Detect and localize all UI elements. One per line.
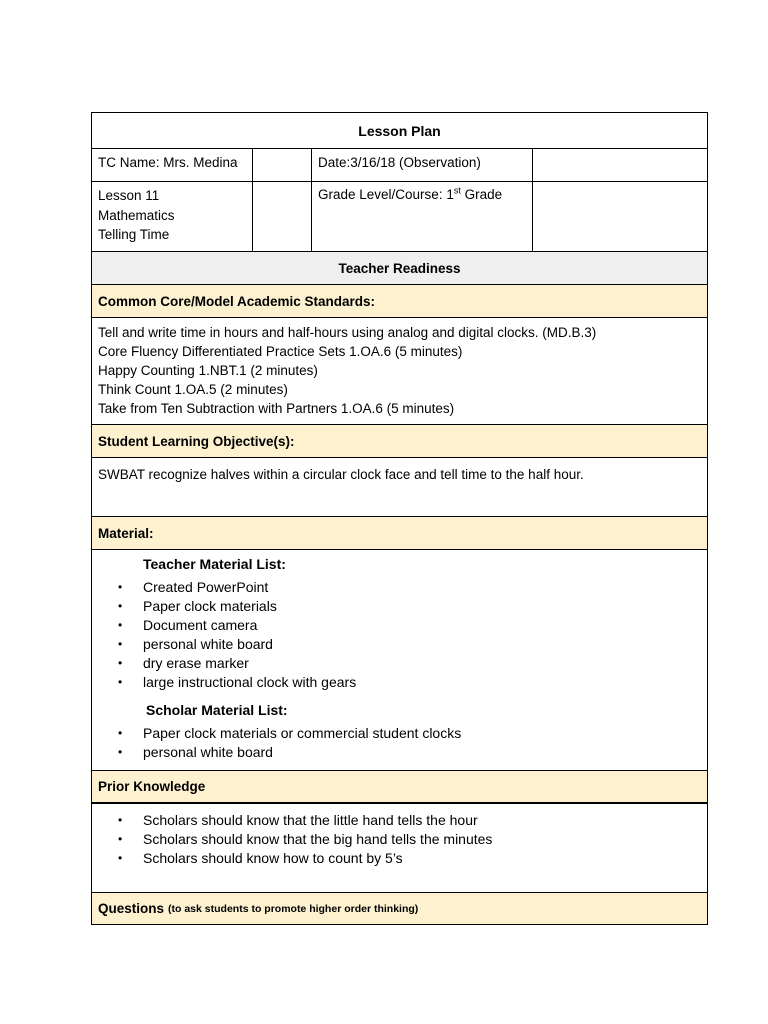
list-item: [92, 577, 707, 596]
standard-line: Tell and write time in hours and half-hours using analog and digital clocks. (MD.B.3): [98, 325, 597, 340]
bullet-icon: •: [118, 598, 123, 613]
bullet-icon: •: [118, 812, 123, 827]
bullet-icon: •: [118, 579, 123, 594]
list-item-text: Document camera: [143, 616, 258, 633]
bullet-icon: •: [118, 850, 123, 865]
standards-heading: Common Core/Model Academic Standards:: [92, 285, 707, 318]
materials-section: [92, 550, 707, 771]
list-item-text: Scholars should know how to count by 5’s: [143, 849, 403, 866]
lesson-cell: [92, 182, 253, 251]
list-item: [92, 810, 707, 829]
bullet-icon: •: [118, 636, 123, 651]
material-heading: Material:: [92, 517, 707, 550]
teacher-material-list: [92, 577, 707, 691]
standard-line: Take from Ten Subtraction with Partners 1.OA.6 (5 minutes): [98, 401, 455, 416]
lesson-plan-table: [91, 112, 708, 925]
standard-line: Core Fluency Differentiated Practice Sets 1.OA.6 (5 minutes): [98, 344, 463, 359]
list-item: [92, 672, 707, 691]
lesson-info-row: [92, 182, 707, 252]
grade-suffix: Grade: [460, 187, 503, 202]
standard-line: Happy Counting 1.NBT.1 (2 minutes): [98, 363, 318, 378]
list-item: [92, 829, 707, 848]
lesson-plan-title: Lesson Plan: [92, 113, 707, 149]
grade-sup: st: [453, 185, 461, 196]
lesson-topic: Telling Time: [98, 227, 170, 242]
list-item-text: Scholars should know that the big hand tells the minutes: [143, 830, 493, 847]
prior-knowledge-list: [92, 810, 707, 867]
list-item: [92, 596, 707, 615]
empty-cell: [253, 149, 312, 181]
scholar-material-list: [92, 723, 707, 761]
list-item-text: large instructional clock with gears: [143, 673, 357, 690]
list-item: [92, 615, 707, 634]
list-item: [92, 742, 707, 761]
teacher-readiness-heading: Teacher Readiness: [92, 252, 707, 285]
tc-name-cell: TC Name: Mrs. Medina: [92, 149, 253, 181]
questions-heading: [92, 893, 707, 924]
list-item: [92, 634, 707, 653]
grade-prefix: Grade Level/Course: 1: [318, 187, 454, 202]
empty-cell: [533, 182, 707, 251]
standard-line: Think Count 1.OA.5 (2 minutes): [98, 382, 288, 397]
bullet-icon: •: [118, 617, 123, 632]
list-item-text: Paper clock materials: [143, 597, 277, 614]
standards-list: [92, 318, 707, 425]
bullet-icon: •: [118, 725, 123, 740]
scholar-material-heading: Scholar Material List:: [146, 702, 288, 718]
lesson-number: Lesson 11: [98, 188, 160, 203]
bullet-icon: •: [118, 674, 123, 689]
objective-text: SWBAT recognize halves within a circular clock face and tell time to the half hour.: [92, 458, 707, 517]
lesson-subject: Mathematics: [98, 207, 175, 223]
list-item-text: Scholars should know that the little hand tells the hour: [143, 811, 478, 828]
tc-name-row: [92, 149, 707, 182]
bullet-icon: •: [118, 831, 123, 846]
teacher-material-heading: Teacher Material List:: [143, 556, 286, 572]
objective-heading: Student Learning Objective(s):: [92, 425, 707, 458]
date-cell: Date:3/16/18 (Observation): [312, 149, 533, 181]
list-item-text: personal white board: [143, 635, 273, 652]
prior-knowledge-section: [92, 804, 707, 893]
grade-level-cell: [312, 182, 533, 251]
empty-cell: [253, 182, 312, 251]
list-item: [92, 723, 707, 742]
list-item: [92, 848, 707, 867]
questions-note: (to ask students to promote higher order thinking): [168, 902, 419, 915]
bullet-icon: •: [118, 744, 123, 759]
questions-label: Questions: [98, 901, 165, 916]
prior-knowledge-heading: Prior Knowledge: [92, 771, 707, 804]
empty-cell: [533, 149, 707, 181]
bullet-icon: •: [118, 655, 123, 670]
list-item-text: Paper clock materials or commercial student clocks: [143, 724, 462, 741]
list-item-text: dry erase marker: [143, 654, 249, 671]
list-item-text: personal white board: [143, 743, 273, 760]
list-item: [92, 653, 707, 672]
list-item-text: Created PowerPoint: [143, 578, 269, 595]
